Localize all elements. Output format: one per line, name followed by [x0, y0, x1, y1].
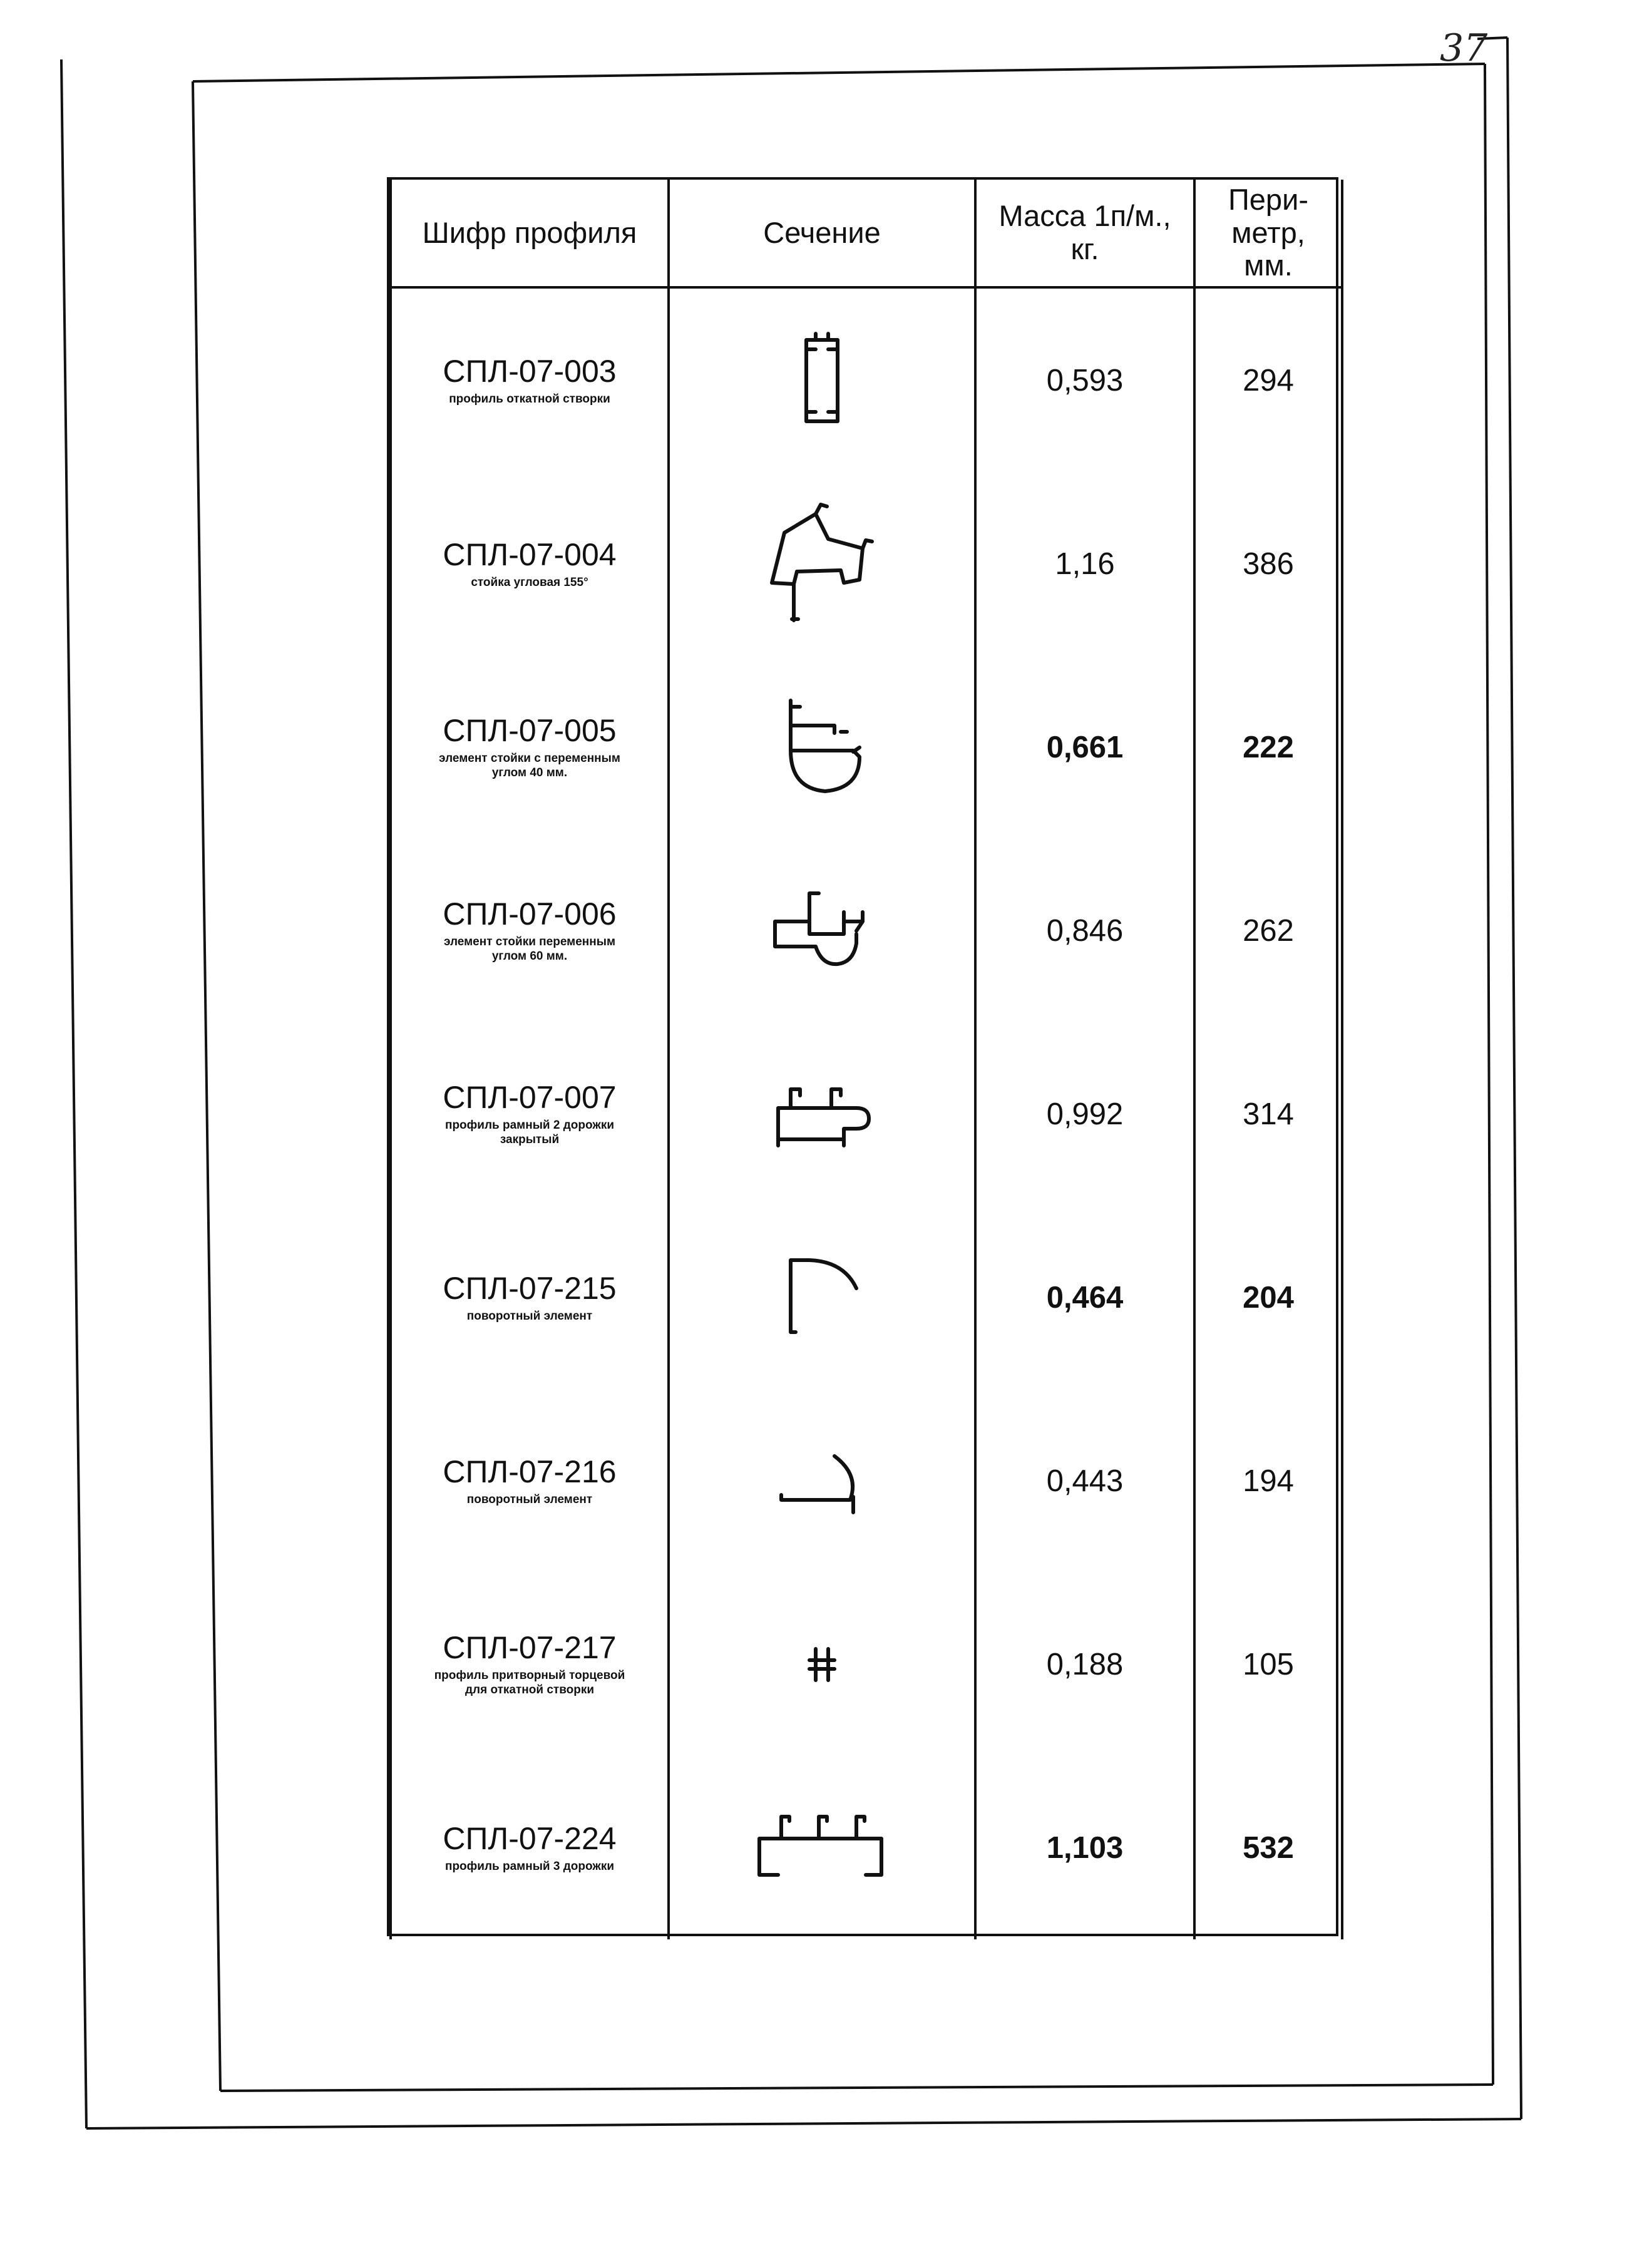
profile-215-icon: [772, 1254, 872, 1342]
cell-section: [669, 655, 975, 839]
perimeter-value: 386: [1243, 546, 1294, 581]
perimeter-value: 314: [1243, 1097, 1294, 1131]
profile-217-icon: [797, 1639, 847, 1690]
profile-code: СПЛ-07-215: [443, 1270, 617, 1306]
cell-mass: [975, 1573, 1194, 1756]
cell-section: [669, 839, 975, 1022]
cell-perimeter: [1194, 1206, 1342, 1389]
profile-description: стойка угловая 155°: [471, 575, 588, 589]
cell-section: [669, 287, 975, 472]
cell-code: [391, 1206, 669, 1389]
cell-perimeter: [1194, 1022, 1342, 1206]
perimeter-value: 204: [1243, 1280, 1294, 1315]
table-row: [391, 1756, 1342, 1939]
cell-perimeter: [1194, 655, 1342, 839]
cell-mass: [975, 472, 1194, 655]
cell-mass: [975, 287, 1194, 472]
profile-005-icon: [766, 694, 878, 801]
header-section: Сечение: [669, 180, 975, 287]
profile-description-line2: для откатной створки: [464, 1683, 595, 1696]
cell-section: [669, 472, 975, 655]
mass-value: 0,846: [1046, 913, 1124, 948]
table-row: [391, 287, 1342, 472]
profile-description: профиль рамный 2 дорожки: [444, 1119, 615, 1132]
profile-description: профиль притворный торцевой: [434, 1669, 625, 1683]
cell-perimeter: [1194, 1573, 1342, 1756]
table-row: [391, 1206, 1342, 1389]
profile-description: поворотный элемент: [466, 1492, 593, 1506]
profiles-table: [389, 180, 1343, 1939]
page-number: 37: [1440, 26, 1488, 70]
profile-003-icon: [784, 331, 860, 431]
profile-code: СПЛ-07-224: [443, 1820, 617, 1856]
cell-code: [391, 287, 669, 472]
profile-description: поворотный элемент: [466, 1309, 593, 1323]
cell-section: [669, 1573, 975, 1756]
profile-code: СПЛ-07-005: [443, 713, 617, 749]
profile-description-line2: углом 40 мм.: [491, 766, 568, 779]
mass-value: 0,992: [1046, 1097, 1124, 1131]
cell-mass: [975, 1756, 1194, 1939]
table-row: [391, 839, 1342, 1022]
cell-code: [391, 1389, 669, 1573]
table-row: [391, 655, 1342, 839]
header-perimeter: Пери- метр, мм.: [1194, 180, 1342, 287]
profile-224-icon: [747, 1807, 897, 1889]
header-mass: Масса 1п/м., кг.: [975, 180, 1194, 287]
perimeter-value: 294: [1243, 363, 1294, 398]
cell-perimeter: [1194, 1389, 1342, 1573]
cell-mass: [975, 1206, 1194, 1389]
cell-section: [669, 1389, 975, 1573]
cell-mass: [975, 655, 1194, 839]
mass-value: 1,16: [1055, 546, 1115, 581]
perimeter-value: 532: [1243, 1830, 1294, 1865]
profile-007-icon: [762, 1074, 881, 1155]
profile-006-icon: [762, 884, 881, 978]
cell-perimeter: [1194, 287, 1342, 472]
cell-mass: [975, 839, 1194, 1022]
profile-description-line2: углом 60 мм.: [491, 950, 568, 963]
table-row: [391, 472, 1342, 655]
cell-perimeter: [1194, 839, 1342, 1022]
cell-section: [669, 1022, 975, 1206]
cell-perimeter: [1194, 1756, 1342, 1939]
mass-value: 1,103: [1046, 1830, 1124, 1865]
mass-value: 0,188: [1046, 1647, 1124, 1681]
table-row: [391, 1022, 1342, 1206]
profile-description: профиль рамный 3 дорожки: [444, 1859, 615, 1873]
mass-value: 0,593: [1046, 363, 1124, 398]
table-row: [391, 1573, 1342, 1756]
profile-description: элемент стойки переменным: [443, 935, 616, 949]
profiles-table-wrap: [387, 177, 1338, 1936]
perimeter-value: 262: [1243, 913, 1294, 948]
profile-description-line2: закрытый: [500, 1133, 560, 1146]
perimeter-value: 194: [1243, 1464, 1294, 1498]
cell-code: [391, 472, 669, 655]
table-header-row: [391, 180, 1342, 287]
cell-code: [391, 1573, 669, 1756]
table-row: [391, 1389, 1342, 1573]
profile-code: СПЛ-07-006: [443, 896, 617, 932]
perimeter-value: 222: [1243, 730, 1294, 764]
profile-code: СПЛ-07-004: [443, 536, 617, 572]
profile-216-icon: [772, 1444, 872, 1519]
cell-perimeter: [1194, 472, 1342, 655]
cell-code: [391, 1756, 669, 1939]
header-code: Шифр профиля: [391, 180, 669, 287]
profile-code: СПЛ-07-217: [443, 1630, 617, 1666]
cell-code: [391, 655, 669, 839]
mass-value: 0,661: [1046, 730, 1124, 764]
cell-section: [669, 1756, 975, 1939]
cell-section: [669, 1206, 975, 1389]
cell-code: [391, 1022, 669, 1206]
cell-mass: [975, 1389, 1194, 1573]
cell-code: [391, 839, 669, 1022]
perimeter-value: 105: [1243, 1647, 1294, 1681]
profile-code: СПЛ-07-216: [443, 1454, 617, 1489]
cell-mass: [975, 1022, 1194, 1206]
profile-004-icon: [753, 501, 891, 627]
profile-code: СПЛ-07-003: [443, 353, 617, 389]
profile-code: СПЛ-07-007: [443, 1080, 617, 1116]
profile-description: элемент стойки с переменным: [439, 752, 620, 766]
mass-value: 0,443: [1046, 1464, 1124, 1498]
profile-description: профиль откатной створки: [449, 392, 610, 406]
mass-value: 0,464: [1046, 1280, 1124, 1315]
